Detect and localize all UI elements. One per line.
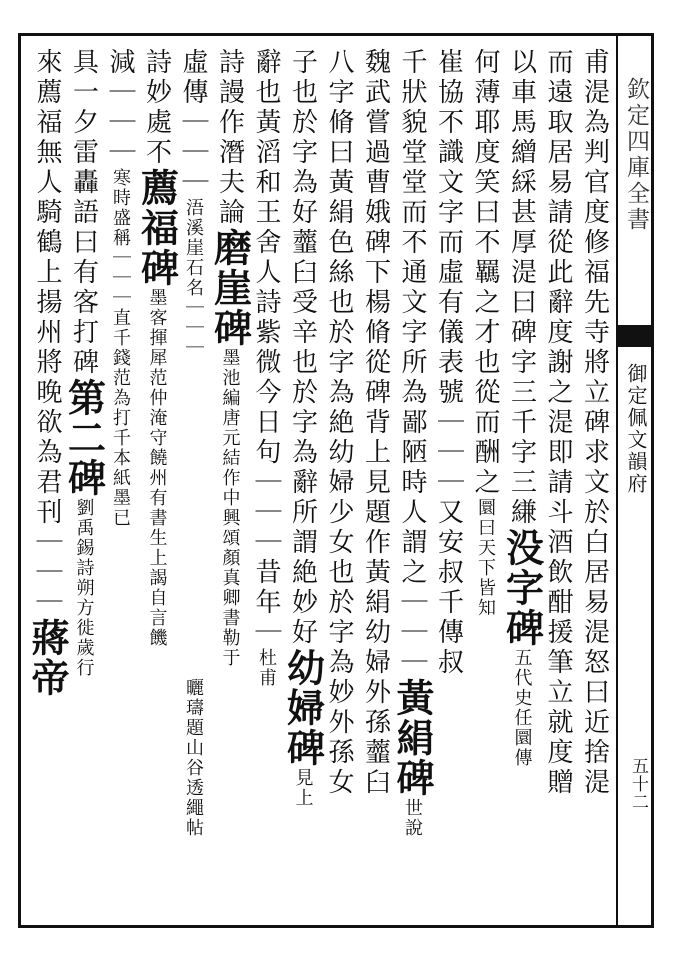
body-text: 詩謾作潛夫論	[214, 48, 245, 228]
entry-heading: 薦福碑	[134, 168, 180, 288]
body-text: 減｜｜｜	[105, 48, 135, 168]
annotation-text: 浯溪崖石名｜｜｜	[183, 198, 204, 678]
body-text: 魏武嘗過曹娥碑下楊脩從碑背上見題作黃絹幼婦外孫虀臼	[360, 48, 391, 798]
annotation-text: 世說	[402, 798, 423, 838]
body-text: 以車馬繒綵甚厚湜曰碑字三千字三縑	[506, 48, 537, 528]
body-text: 來薦福無人騎鶴上揚州	[32, 48, 62, 348]
entry-heading: 第二碑	[61, 378, 107, 498]
body-text: 八字脩曰黃絹色絲也於字為絶幼婦少女也於字為妙外孫女	[324, 48, 354, 798]
entry-heading: 黃絹碑	[390, 678, 435, 798]
body-text: 虛傳｜｜｜	[178, 48, 208, 198]
body-text: 將晚欲為君刊｜｜｜	[32, 348, 62, 618]
annotation-text: 圜曰天下皆知	[475, 498, 496, 618]
body-text: 而遠取居易請從此辭度謝之湜即請斗酒飲酣援筆立就度贈	[543, 48, 573, 798]
fish-tail-mark	[618, 325, 654, 347]
binding-margin	[616, 33, 654, 928]
entry-heading: 磨崖碑	[207, 228, 253, 348]
entry-heading: 幼婦碑	[280, 648, 326, 768]
body-text: 千狀貌堂堂而不通文字所為鄙陋時人謂之｜｜｜	[397, 48, 427, 678]
body-text: 崔協不識文字而虛有儀表號｜｜｜又安叔千傳叔	[433, 48, 464, 678]
collection-title: 欽定四庫全書	[623, 77, 649, 233]
body-text: 子也於字為好虀臼受辛也於字為辭所謂絶妙好	[287, 48, 318, 648]
annotation-text: 劉禹錫詩朔方徙歲行	[73, 498, 95, 678]
annotation-text: 見上	[292, 768, 314, 808]
annotation-text: 墨池編唐元結作中興頌顏真卿書勒于	[219, 348, 241, 668]
entry-heading: 没字碑	[499, 528, 545, 648]
annotation-text: 五代史任圜傳	[511, 648, 533, 768]
page-number: 五十二	[628, 757, 648, 811]
annotation-text: 寒時盛稱｜｜｜直千錢范為打千本紙墨已	[110, 168, 131, 528]
annotation-text: 曬璹題山谷透繩帖	[183, 678, 204, 838]
body-text: 辭也黃滔和王舍人詩紫微今日句｜｜｜昔年｜	[251, 48, 281, 648]
text-column	[24, 48, 70, 913]
body-text: 甫湜為判官度修福先寺將立碑求文於白居易湜怒曰近捨湜	[579, 48, 610, 798]
body-text: 詩妙處不	[141, 48, 172, 168]
body-text: 何薄耶度笑曰不羈之才也從而酬之	[470, 48, 500, 498]
annotation-text: 墨客揮犀范仲淹守饒州有書生上謁自言饑	[146, 288, 168, 648]
body-text: 具一夕雷轟語曰有客打碑	[68, 48, 99, 378]
book-title: 御定佩文韻府	[624, 363, 648, 495]
annotation-text: 杜甫	[256, 648, 277, 688]
entry-heading: 蔣帝	[25, 618, 70, 698]
